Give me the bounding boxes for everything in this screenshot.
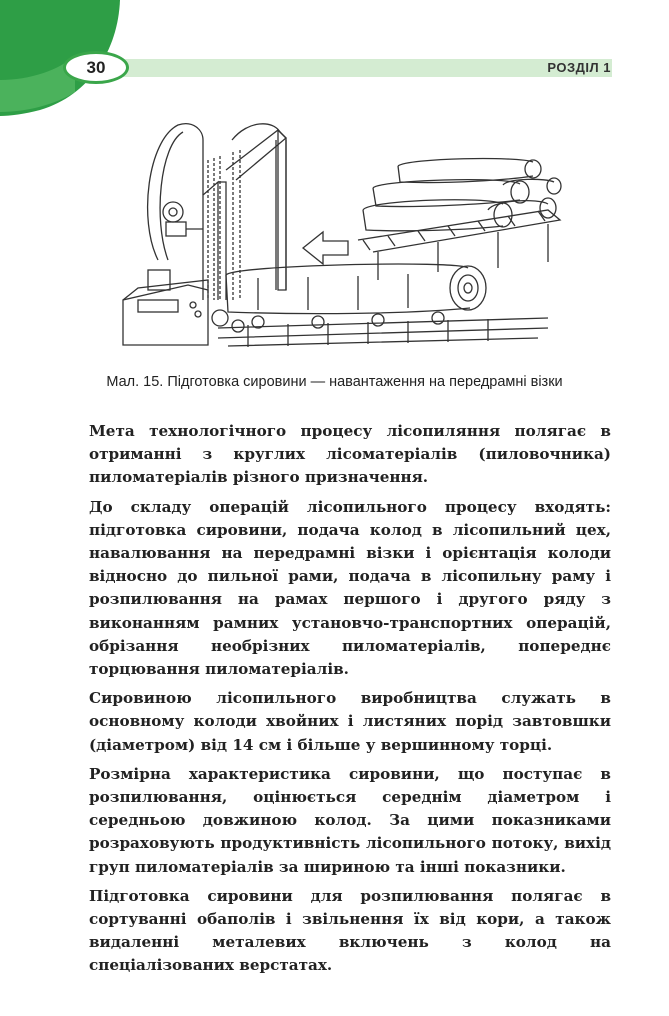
paragraph-2: До складу операцій лісопильного процесу входять: підготовка сировини, подача колод в лісопильний цех, навалювання на передрамні візки і орієнтація колоди відносно до пильної рами, подача в лісопильну раму і розпилювання на рамах першого і другого ряду з виконанням рамних установчо-транспортних операцій, обрізання необрізних пиломатеріалів, попереднє торцювання пиломатеріалів.	[89, 497, 611, 679]
sawmill-illustration	[108, 100, 568, 365]
paragraph-3: Сировиною лісопильного виробництва служать в основному колоди хвойних і листяних порід завтовшки (діаметром) від 14 см і більше у вершинному торці.	[89, 689, 611, 754]
paragraph-1: Мета технологічного процесу лісопиляння полягає в отриманні з круглих лісоматеріалів (пиловочника) пиломатеріалів різного призначення.	[89, 422, 611, 487]
paragraph-4: Розмірна характеристика сировини, що поступає в розпилювання, оцінюється середнім діаметром і середньою довжиною колод. За цими показниками розраховують продуктивність лісопильного потоку, вихід груп пиломатеріалів за шириною та інші показники.	[89, 764, 611, 876]
header-bar	[120, 59, 612, 77]
paragraph-5: Підготовка сировини для розпилювання полягає в сортуванні обаполів і звільнення їх від кори, а також видаленні металевих включень з колод на спеціалізованих верстатах.	[89, 886, 611, 975]
body-text	[89, 420, 611, 984]
figure-caption: Мал. 15. Підготовка сировини — навантаження на передрамні візки	[106, 374, 563, 390]
page-number: 30	[63, 51, 129, 84]
section-label: РОЗДІЛ 1	[547, 60, 611, 75]
